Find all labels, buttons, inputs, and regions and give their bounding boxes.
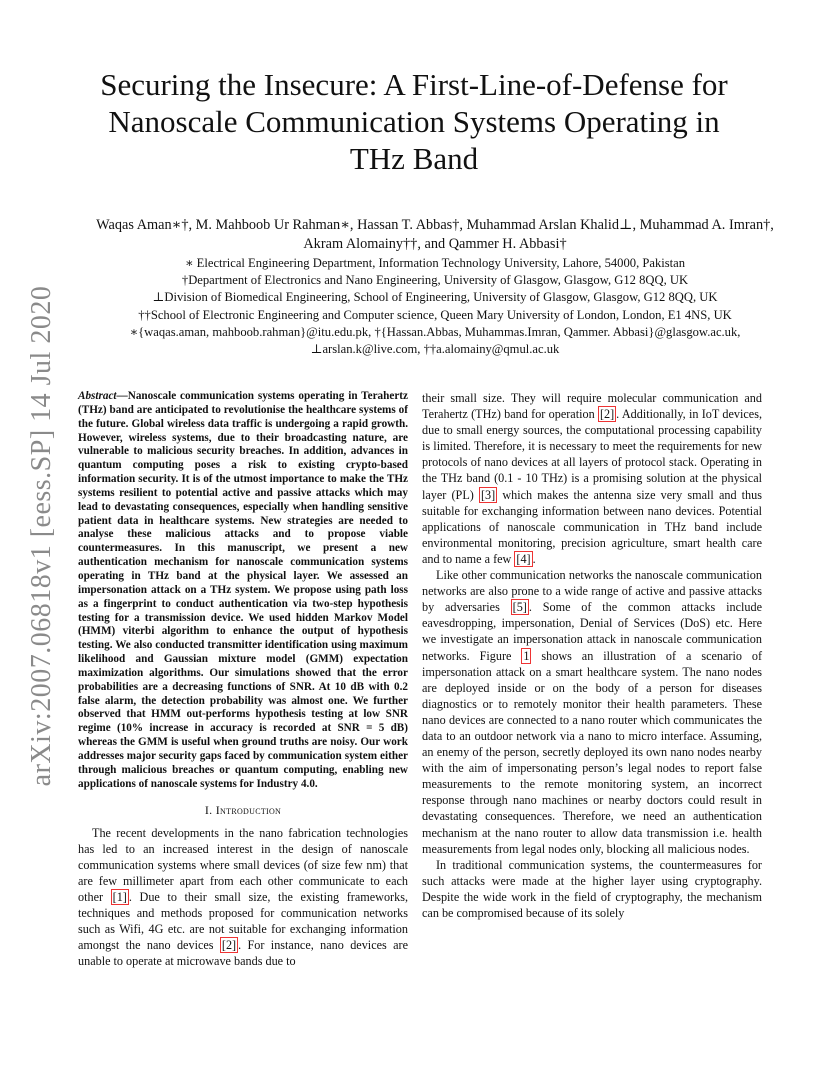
text-run: . Due to their small size, the existing frameworks, techniques and methods proposed for communication networks such as Wifi, 4G etc. are not suitable for exchanging information amongst the nano devices [78,889,408,953]
paper-title [60,66,768,177]
abstract-label: Abstract [78,390,117,402]
body-paragraph [422,567,762,857]
citation-link[interactable]: [3] [480,487,496,502]
body-paragraph [422,390,762,567]
text-run: shows an illustration of a scenario of impersonation attack on a smart healthcare system. The nano nodes are deployed inside or on the body of a person for diseases diagnostics or to remotely monitor their health parameters. These nano devices are connected to a nano router which communicates the data to an outdoor network via a nano to micro interface. Assuming, an enemy of the person, secretly deployed its own nano nodes nearby with the aim of impersonating person’s legal nodes to report false measurements to the remote monitoring system, an incorrect response through nano machines or nearby doctors could result in devastating consequences. Therefore, we need an authentication mechanism at the nano router to allow data transmission i.e. health measurements from legal nodes only, blocking all malicious nodes. [422,648,763,856]
text-run: which makes the antenna size very small and thus suitable for exchanging information between nano devices. Potential applications of nanoscale communication in THz band include environmental monitoring, precision agriculture, smart health care and to name a few [422,487,762,566]
email-line: ⊥arslan.k@live.com, ††a.alomainy@qmul.ac.uk [310,342,560,357]
affiliation-line: ⊥Division of Biomedical Engineering, School of Engineering, University of Glasgow, Glasgow, G12 8QQ, UK [152,290,718,305]
affiliations [60,255,810,358]
title-line: Nanoscale Communication Systems Operating in [108,104,720,139]
author-line: Akram Alomainy††, and Qammer H. Abbasi† [303,236,567,252]
author-list [60,216,810,254]
text-run: In traditional communication systems, the countermeasures for such attacks were made at the higher layer using cryptography. Despite the wide work in the field of cryptography, the mechanism can be compromised because of its solely [422,857,762,920]
section-number: I. [204,803,216,818]
citation-link[interactable]: [2] [599,407,615,422]
abstract [78,390,408,791]
text-run: their small size. They will require molecular communication and Terahertz (THz) band for operation [422,391,762,422]
figure-link[interactable]: 1 [523,648,530,663]
citation-link[interactable]: [1] [112,889,127,904]
text-run: . Additionally, in IoT devices, due to small energy sources, the computational processing capability is limited. Therefore, it is necessary to meet the requirements for new protocols of nano devices at all layers of protocol stack. Operating in the THz band (0.1 - 10 THz) is a promising solution at the physical layer (PL) [422,407,762,502]
right-column [422,390,762,921]
abstract-text: —Nanoscale communication systems operating in Terahertz (THz) band are anticipated to revolutionise the healthcare systems of the future. Global wireless data traffic is undergoing a rapid growth. However, wireless systems, due to their broadcasting nature, are vulnerable to malicious security breaches. In addition, advances in quantum computing poses a risk to existing crypto-based information security. It is of the utmost importance to make the THz systems resilient to potential active and passive attacks which may lead to devastating consequences, especially when handling sensitive patient data in healthcare systems. New strategies are needed to analyse these malicious attacks and to propose viable countermeasures. In this manuscript, we present a new authentication mechanism for nanoscale communication systems operating in THz band at the physical layer. We assessed an impersonation attack on a THz system. We propose using path loss as a fingerprint to conduct authentication via two-step hypothesis testing for a transmission device. We used hidden Markov Model (HMM) viterbi algorithm to enhance the output of hypothesis testing. We also conducted transmitter identification using maximum likelihood and Gaussian mixture model (GMM) expectation maximization algorithms. Our simulations showed that the error probabilities are a decreasing functions of SNR. At 10 dB with 0.2 false alarm, the detection probability was almost one. We further observed that HMM out-performs hypothesis testing at low SNR regime (10% increase in accuracy is recorded at SNR = 5 dB) whereas the GMM is useful when ground truths are noisy. Our work addresses major security gaps faced by communication system either through malicious breaches or quantum computing, enabling new applications of nanoscale systems for Industry 4.0. [78,390,408,790]
citation-link[interactable]: [2] [221,938,237,953]
title-line: THz Band [349,141,479,176]
left-column [78,390,408,969]
section-heading [78,802,408,818]
arxiv-stamp [22,285,62,787]
affiliation-line: ††School of Electronic Engineering and Computer science, Queen Mary University of London, London, E1 4NS, UK [138,307,732,322]
text-run: . Some of the common attacks include eavesdropping, impersonation, Denial of Services (DoS) etc. Here we investigate an impersonation attack in nanoscale communication networks. Figure [422,600,762,663]
citation-link[interactable]: [5] [512,600,527,615]
intro-paragraph [78,825,408,970]
body-paragraph [422,857,762,921]
text-run: Like other communication networks the nanoscale communication networks are also prone to a wide range of active and passive attacks by adversaries [422,568,762,615]
affiliation-line: ∗ Electrical Engineering Department, Information Technology University, Lahore, 54000, Pakistan [184,256,686,270]
text-run: The recent developments in the nano fabrication technologies has led to an increased interest in the design of nanoscale communication systems where small devices (of size few nm) that are few millimeter apart from each other communicate to each other [78,825,408,904]
email-line: ∗{waqas.aman, mahboob.rahman}@itu.edu.pk, †{Hassan.Abbas, Muhammas.Imran, Qammer. Abbasi}@glasgow.ac.uk, [129,324,741,339]
citation-link[interactable]: [4] [516,551,531,566]
arxiv-stamp-text: arXiv:2007.06818v1 [eess.SP] 14 Jul 2020 [26,285,57,787]
text-run: . For instance, nano devices are unable to operate at microwave bands due to [78,938,408,969]
author-line: Waqas Aman∗†, M. Mahboob Ur Rahman∗, Hassan T. Abbas†, Muhammad Arslan Khalid⊥, Muhammad A. Imran†, [96,217,774,233]
title-line: Securing the Insecure: A First-Line-of-Defense for [100,67,728,102]
affiliation-line: †Department of Electronics and Nano Engineering, University of Glasgow, Glasgow, G12 8QQ, UK [181,273,689,288]
text-run: . [532,551,536,566]
section-title: Introduction [215,803,282,818]
